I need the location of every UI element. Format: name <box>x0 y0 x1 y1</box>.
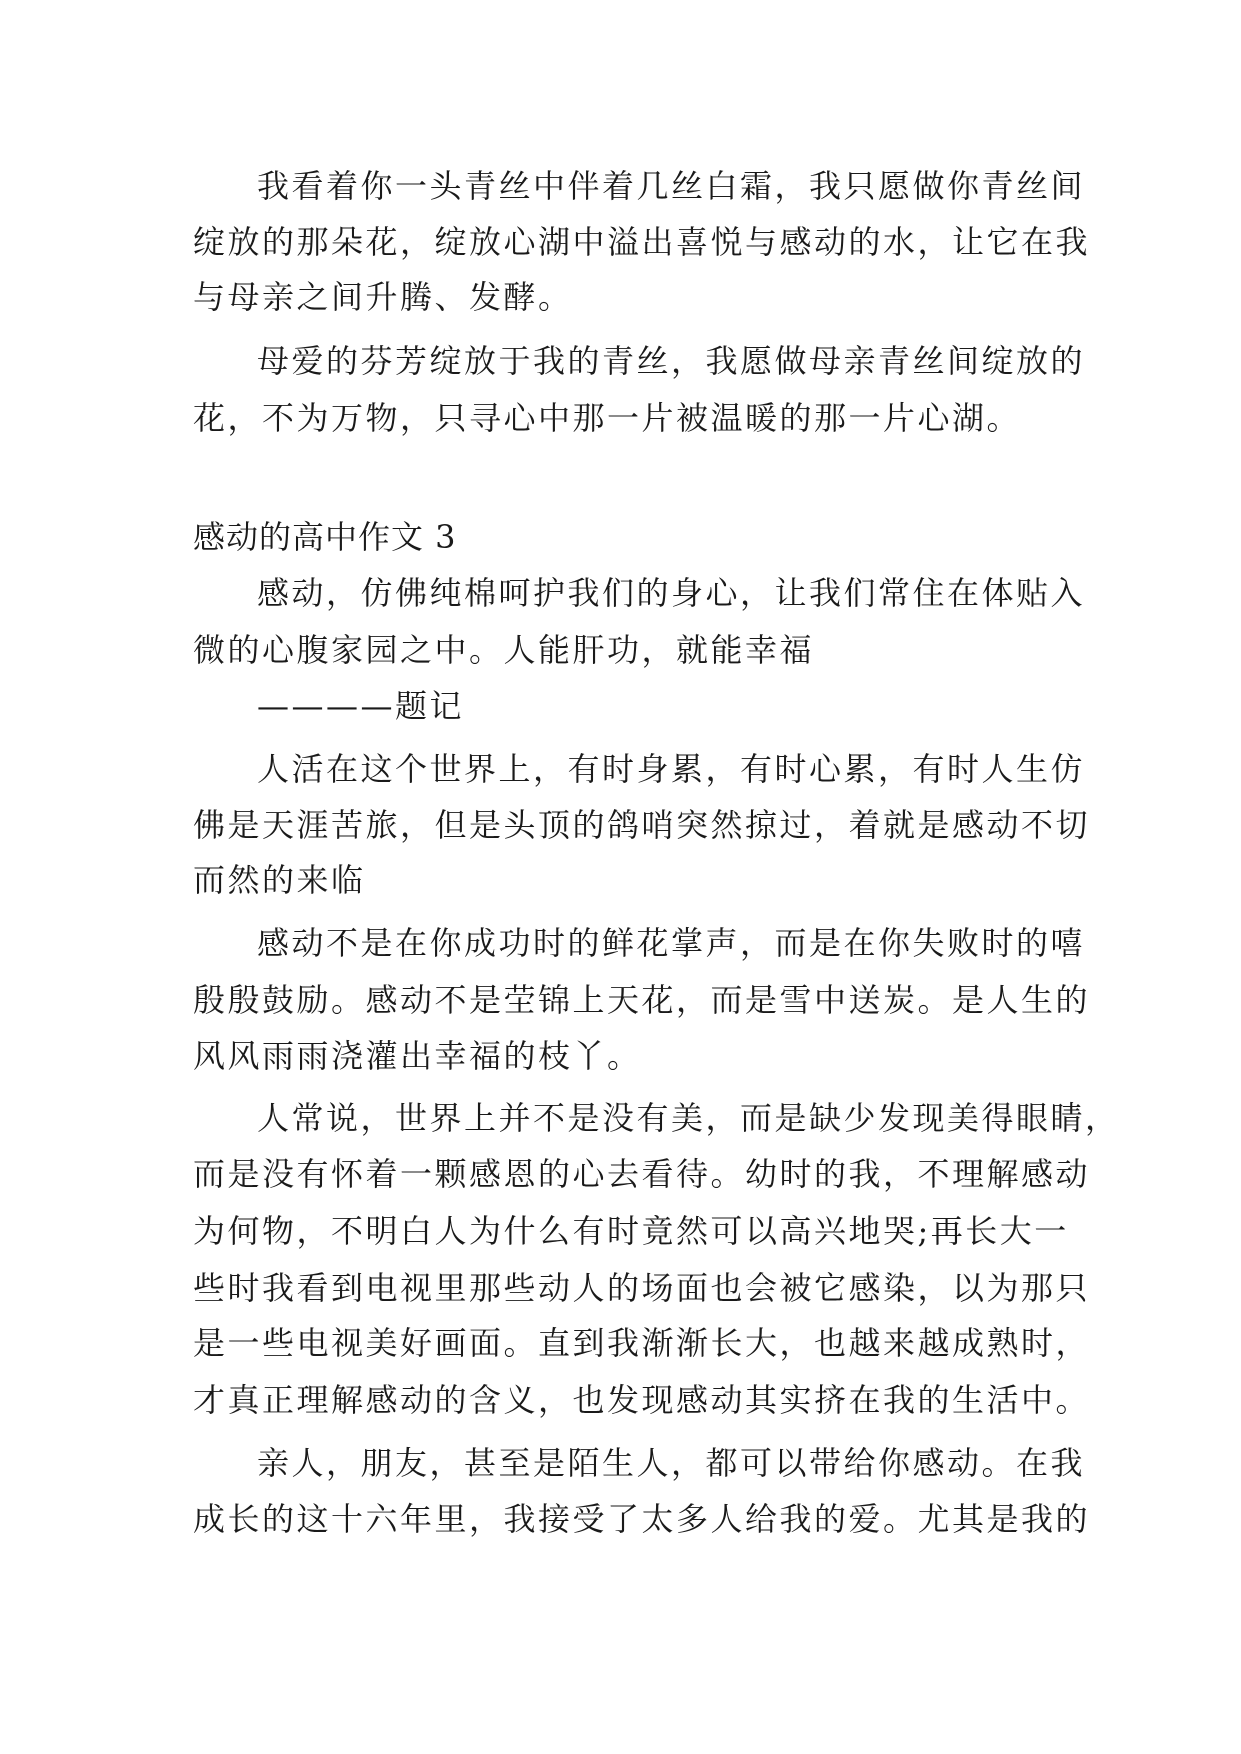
paragraph-line: 微的心腹家园之中。人能肝功，就能幸福 <box>193 631 815 669</box>
paragraph-line: 人活在这个世界上，有时身累，有时心累，有时人生仿 <box>257 750 1086 788</box>
paragraph-line: 花，不为万物，只寻心中那一片被温暖的那一片心湖。 <box>193 399 1022 437</box>
paragraph-line: 风风雨雨浇灌出幸福的枝丫。 <box>193 1037 642 1075</box>
paragraph-line: 为何物，不明白人为什么有时竟然可以高兴地哭;再长大一 <box>193 1212 1069 1250</box>
paragraph-line: 亲人，朋友，甚至是陌生人，都可以带给你感动。在我 <box>257 1444 1086 1482</box>
paragraph-line: 母爱的芬芳绽放于我的青丝，我愿做母亲青丝间绽放的 <box>257 342 1086 380</box>
paragraph-line: 感动，仿佛纯棉呵护我们的身心，让我们常住在体贴入 <box>257 574 1086 612</box>
paragraph-line: 成长的这十六年里，我接受了太多人给我的爱。尤其是我的 <box>193 1500 1091 1538</box>
paragraph-line: 是一些电视美好画面。直到我渐渐长大，也越来越成熟时， <box>193 1324 1091 1362</box>
inscription-line: ————题记 <box>257 687 465 725</box>
paragraph-line: 才真正理解感动的含义，也发现感动其实挤在我的生活中。 <box>193 1381 1091 1419</box>
paragraph-line: 绽放的那朵花，绽放心湖中溢出喜悦与感动的水，让它在我 <box>193 223 1091 261</box>
paragraph-line: 些时我看到电视里那些动人的场面也会被它感染，以为那只 <box>193 1269 1091 1307</box>
paragraph-line: 与母亲之间升腾、发酵。 <box>193 278 573 316</box>
paragraph-line: 殷殷鼓励。感动不是茔锦上天花，而是雪中送炭。是人生的 <box>193 981 1091 1019</box>
paragraph-line: 我看着你一头青丝中伴着几丝白霜，我只愿做你青丝间 <box>257 167 1086 205</box>
section-heading: 感动的高中作文 3 <box>193 518 457 556</box>
paragraph-line: 感动不是在你成功时的鲜花掌声，而是在你失败时的嘻 <box>257 924 1086 962</box>
paragraph-line: 佛是天涯苦旅，但是头顶的鸽哨突然掠过，着就是感动不切 <box>193 806 1091 844</box>
paragraph-line: 而是没有怀着一颗感恩的心去看待。幼时的我，不理解感动 <box>193 1155 1091 1193</box>
paragraph-line: 而然的来临 <box>193 861 366 899</box>
paragraph-line: 人常说，世界上并不是没有美，而是缺少发现美得眼睛， <box>257 1099 1120 1137</box>
